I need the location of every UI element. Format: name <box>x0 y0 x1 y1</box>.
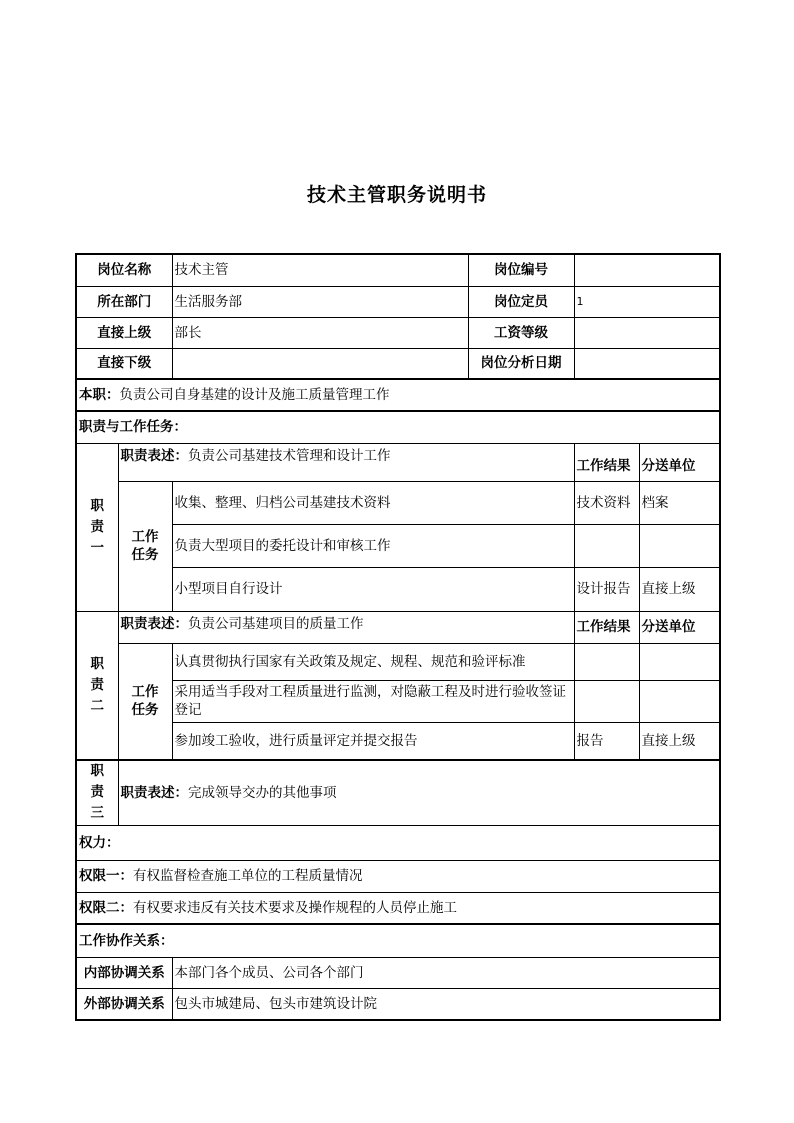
row-tasks-header <box>76 411 720 443</box>
external-relations-value: 包头市城建局、包头市建筑设计院 <box>172 988 720 1020</box>
job-description-table <box>75 253 721 1021</box>
wage-label: 工资等级 <box>468 317 574 348</box>
task-result <box>574 680 639 722</box>
duty2-result-header: 工作结果 <box>574 611 639 643</box>
task-row <box>76 481 720 524</box>
task-dest: 直接上级 <box>639 722 720 760</box>
wage-value <box>574 317 720 348</box>
task-text: 认真贯彻执行国家有关政策及规定、规程、规范和验评标准 <box>172 643 574 680</box>
analysis-date-label: 岗位分析日期 <box>468 348 574 379</box>
task-dest <box>639 643 720 680</box>
row-main-duty <box>76 379 720 411</box>
position-name-value: 技术主管 <box>172 254 468 286</box>
task-result: 报告 <box>574 722 639 760</box>
task-dest <box>639 680 720 722</box>
duty1-desc: 职责表述：负责公司基建技术管理和设计工作 <box>118 443 574 481</box>
task-text: 小型项目自行设计 <box>172 567 574 611</box>
internal-relations-label: 内部协调关系 <box>76 957 172 988</box>
task-row <box>76 643 720 680</box>
duty1-dest-header: 分送单位 <box>639 443 720 481</box>
quota-label: 岗位定员 <box>468 286 574 317</box>
duty3-label: 职 责 三 <box>76 760 118 825</box>
power-header: 权力： <box>76 825 720 860</box>
duty1-result-header: 工作结果 <box>574 443 639 481</box>
task-row <box>76 722 720 760</box>
relations-header: 工作协作关系： <box>76 924 720 957</box>
quota-value: 1 <box>574 286 720 317</box>
task-result <box>574 524 639 567</box>
power-item-cell: 权限一：有权监督检查施工单位的工程质量情况 <box>76 860 720 892</box>
duty1-desc-row <box>76 443 720 481</box>
tasks-header: 职责与工作任务： <box>76 411 720 443</box>
row-department <box>76 286 720 317</box>
row-power-header <box>76 825 720 860</box>
task-dest <box>639 524 720 567</box>
duty1-task-label: 工作 任务 <box>118 481 172 611</box>
internal-relations-value: 本部门各个成员、公司各个部门 <box>172 957 720 988</box>
main-duty-label: 本职： <box>79 387 120 403</box>
power-item-cell: 权限二：有权要求违反有关技术要求及操作规程的人员停止施工 <box>76 892 720 924</box>
external-relations-label: 外部协调关系 <box>76 988 172 1020</box>
task-row <box>76 680 720 722</box>
power-item <box>76 892 720 924</box>
row-external-relations <box>76 988 720 1020</box>
row-relations-header <box>76 924 720 957</box>
task-row <box>76 567 720 611</box>
row-subordinate <box>76 348 720 379</box>
position-code-value <box>574 254 720 286</box>
task-text: 收集、整理、归档公司基建技术资料 <box>172 481 574 524</box>
duty2-desc: 职责表述：负责公司基建项目的质量工作 <box>118 611 574 643</box>
position-code-label: 岗位编号 <box>468 254 574 286</box>
duty2-label: 职 责 二 <box>76 611 118 760</box>
power-item <box>76 860 720 892</box>
main-duty-value: 负责公司自身基建的设计及施工质量管理工作 <box>119 387 390 403</box>
superior-label: 直接上级 <box>76 317 172 348</box>
superior-value: 部长 <box>172 317 468 348</box>
duty1-label: 职 责 一 <box>76 443 118 611</box>
duty3-row <box>76 760 720 825</box>
department-value: 生活服务部 <box>172 286 468 317</box>
task-text: 负责大型项目的委托设计和审核工作 <box>172 524 574 567</box>
task-text: 参加竣工验收，进行质量评定并提交报告 <box>172 722 574 760</box>
analysis-date-value <box>574 348 720 379</box>
duty2-task-label: 工作 任务 <box>118 643 172 760</box>
task-dest: 直接上级 <box>639 567 720 611</box>
task-row <box>76 524 720 567</box>
task-dest: 档案 <box>639 481 720 524</box>
row-superior <box>76 317 720 348</box>
duty2-dest-header: 分送单位 <box>639 611 720 643</box>
page-title: 技术主管职务说明书 <box>306 184 487 206</box>
department-label: 所在部门 <box>76 286 172 317</box>
task-result: 技术资料 <box>574 481 639 524</box>
position-name-label: 岗位名称 <box>76 254 172 286</box>
duty3-desc: 职责表述：完成领导交办的其他事项 <box>118 760 720 825</box>
task-result: 设计报告 <box>574 567 639 611</box>
row-position-name <box>76 254 720 286</box>
task-result <box>574 643 639 680</box>
subordinate-label: 直接下级 <box>76 348 172 379</box>
duty2-desc-row <box>76 611 720 643</box>
task-text: 采用适当手段对工程质量进行监测，对隐蔽工程及时进行验收签证登记 <box>172 680 574 722</box>
row-internal-relations <box>76 957 720 988</box>
subordinate-value <box>172 348 468 379</box>
main-duty-cell <box>76 379 720 411</box>
